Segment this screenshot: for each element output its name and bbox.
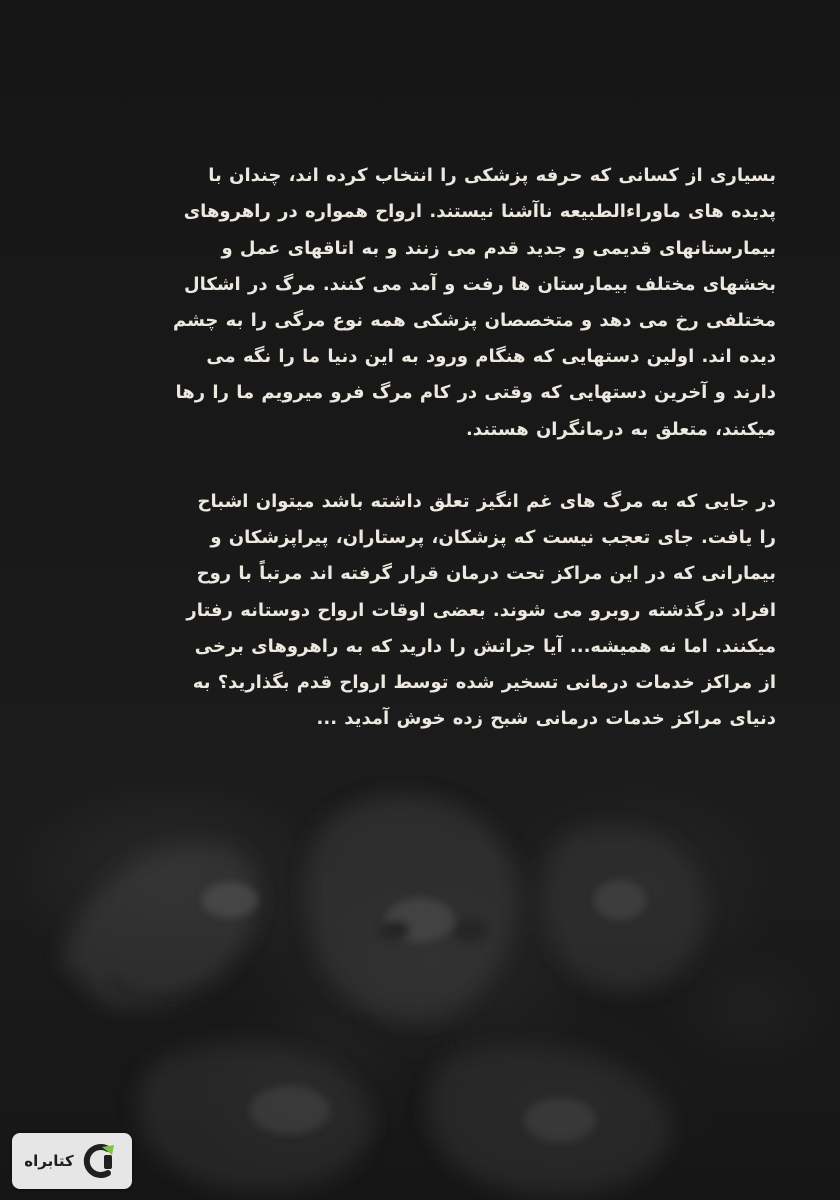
paragraph-2: در جایی که به مرگ های غم انگیز تعلق داشته باشد میتوان اشباح را یافت. جای تعجب نیست که پزشکان، پرستاران، پیراپزشکان و بیمارانی که در این مراکز تحت درمان قرار گرفته اند مرتباً با روح افراد درگذشته روبرو می شوند. بعضی اوقات ارواح دوستانه رفتار میکنند. اما نه همیشه... آیا جراتش را دارید که به راهروهای برخی از مراکز خدمات درمانی تسخیر شده توسط ارواح قدم بگذارید؟ به دنیای مراکز خدمات درمانی شبح زده خوش آمدید ... — [186, 491, 776, 730]
ketabrah-logo-icon — [80, 1141, 120, 1181]
back-cover-text — [66, 122, 776, 774]
ketabrah-label: کتابراه — [24, 1152, 74, 1170]
ghostly-figures-illustration — [0, 700, 840, 1200]
paragraph-1: بسیاری از کسانی که حرفه پزشکی را انتخاب کرده اند، چندان با پدیده های ماوراءالطبیعه ناآشنا نیستند. ارواح همواره در راهروهای بیمارستانهای قدیمی و جدید قدم می زنند و به اتاقهای عمل و بخشهای مختلف بیمارستان ها رفت و آمد می کنند. مرگ در اشکال مختلفی رخ می دهد و متخصصان پزشکی همه نوع مرگی را به چشم دیده اند. اولین دستهایی که هنگام ورود به این دنیا ما را نگه می دارند و آخرین دستهایی که وقتی در کام مرگ فرو میرویم ما را رها میکنند، متعلق به درمانگران هستند. — [172, 165, 776, 440]
ketabrah-badge — [12, 1133, 132, 1189]
